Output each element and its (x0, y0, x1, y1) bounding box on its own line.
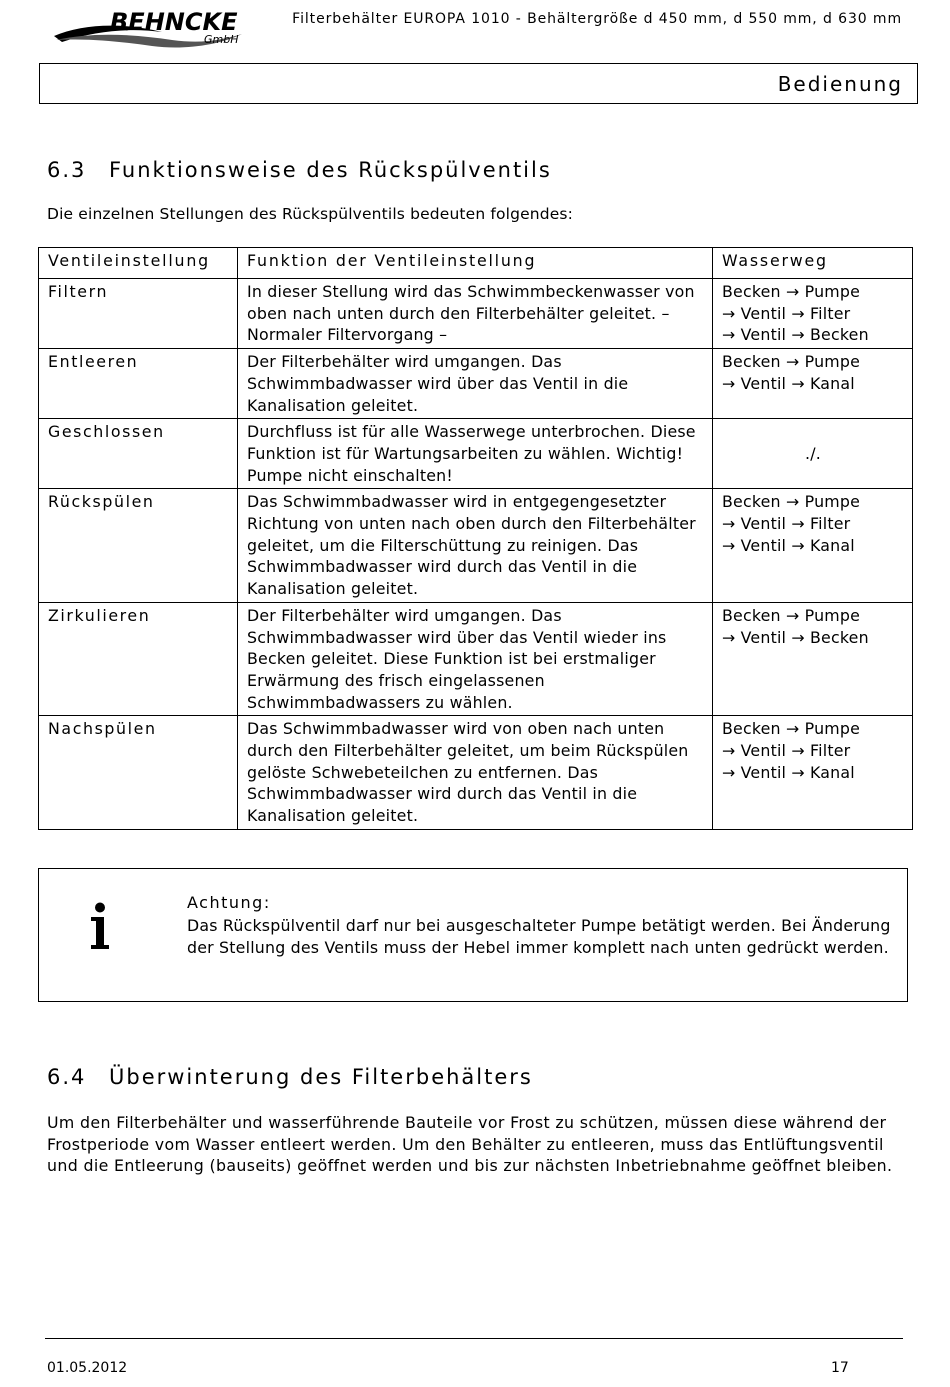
table-row (39, 349, 913, 419)
waterway-line: → Ventil → Filter (722, 741, 851, 761)
footer-rule (45, 1338, 903, 1339)
waterway-line: → Ventil → Becken (722, 627, 869, 647)
page-number: 17 (831, 1360, 849, 1376)
waterway-line: → Ventil → Filter (722, 303, 851, 323)
waterway-line: Becken → Pumpe (722, 282, 861, 301)
function-cell: Der Filterbehälter wird umgangen. Das Schwimmbadwasser wird über das Ventil in die Kanalisation geleitet. (238, 349, 713, 419)
waterway-line: Becken → Pumpe (722, 352, 861, 372)
setting-cell: Zirkulieren (39, 602, 238, 716)
logo-graphic (52, 6, 252, 48)
column-header: Funktion der Ventileinstellung (238, 248, 713, 279)
waterway-cell (713, 419, 913, 489)
function-cell: Das Schwimmbadwasser wird in entgegengesetzter Richtung von unten nach oben durch den Filterbehälter geleitet, um die Filterschüttung zu reinigen. Das Schwimmbadwasser wird durch das Ventil in die Kanalisation geleitet. (238, 489, 713, 603)
setting-cell: Rückspülen (39, 489, 238, 603)
section-title: Funktionsweise des Rückspülventils (109, 158, 552, 182)
function-cell: Durchfluss ist für alle Wasserwege unterbrochen. Diese Funktion ist für Wartungsarbeiten zu wählen. Wichtig! Pumpe nicht einschalten! (238, 419, 713, 489)
waterway-cell (713, 602, 913, 716)
table-row (39, 716, 913, 830)
section-6-4-paragraph: Um den Filterbehälter und wasserführende Bauteile vor Frost zu schützen, müssen diese während der Frostperiode vom Wasser entleert werden. Um den Behälter zu entleeren, muss das Entlüftungsventil und die Entleerung (bauseits) geöffnet werden und bis zur nächsten Inbetriebnahme geöffnet bleiben. (47, 1113, 893, 1176)
setting-cell: Geschlossen (39, 419, 238, 489)
section-6-4-heading (47, 1065, 533, 1089)
column-header: Ventileinstellung (39, 248, 238, 279)
function-cell: Das Schwimmbadwasser wird von oben nach unten durch den Filterbehälter geleitet, um beim Rückspülen gelöste Schwebeteilchen zu entfernen. Das Schwimmbadwasser wird durch das Ventil in die Kanalisation geleitet. (238, 716, 713, 830)
section-6-3-heading (47, 158, 552, 182)
document-title: Filterbehälter EUROPA 1010 - Behältergröße d 450 mm, d 550 mm, d 630 mm (292, 11, 902, 27)
table-row (39, 419, 913, 489)
note-text: Das Rückspülventil darf nur bei ausgeschalteter Pumpe betätigt werden. Bei Änderung der Stellung des Ventils muss der Hebel immer komplett nach unten gedrückt werden. (187, 916, 891, 957)
table-row (39, 489, 913, 603)
section-number: 6.3 (47, 158, 87, 182)
waterway-cell (713, 279, 913, 349)
intro-text: Die einzelnen Stellungen des Rückspülventils bedeuten folgendes: (47, 205, 573, 223)
attention-note (38, 868, 908, 1002)
table-row (39, 279, 913, 349)
setting-cell: Filtern (39, 279, 238, 349)
note-title: Achtung: (187, 893, 271, 912)
waterway-line: → Ventil → Kanal (722, 762, 855, 782)
section-number: 6.4 (47, 1065, 87, 1089)
waterway-line: Becken → Pumpe (722, 492, 861, 512)
table-header-row (39, 248, 913, 279)
waterway-line: → Ventil → Kanal (722, 373, 855, 393)
footer-date: 01.05.2012 (47, 1360, 128, 1376)
waterway-cell (713, 716, 913, 830)
waterway-cell (713, 489, 913, 603)
column-header: Wasserweg (713, 248, 913, 279)
waterway-line: Becken → Pumpe (722, 719, 861, 739)
valve-settings-table (38, 247, 913, 830)
setting-cell: Entleeren (39, 349, 238, 419)
waterway-line: ./. (805, 443, 821, 463)
function-cell: In dieser Stellung wird das Schwimmbeckenwasser von oben nach unten durch den Filterbehälter geleitet. – Normaler Filtervorgang – (238, 279, 713, 349)
logo-sub: GmbH (204, 33, 239, 46)
logo-wordmark: BEHNCKE (110, 8, 238, 36)
info-icon (89, 902, 111, 950)
section-title: Überwinterung des Filterbehälters (109, 1065, 533, 1089)
section-label: Bedienung (777, 72, 903, 96)
waterway-line: → Ventil → Filter (722, 514, 851, 534)
waterway-line: → Ventil → Becken (722, 325, 869, 345)
company-logo (52, 6, 252, 48)
function-cell: Der Filterbehälter wird umgangen. Das Schwimmbadwasser wird über das Ventil wieder ins Becken geleitet. Diese Funktion ist bei erstmaliger Erwärmung des frisch eingelassenen Schwimmbadwassers zu wählen. (238, 602, 713, 716)
waterway-line: Becken → Pumpe (722, 605, 861, 625)
waterway-line: → Ventil → Kanal (722, 535, 855, 555)
waterway-cell (713, 349, 913, 419)
table-row (39, 602, 913, 716)
section-header-box (39, 63, 918, 104)
setting-cell: Nachspülen (39, 716, 238, 830)
